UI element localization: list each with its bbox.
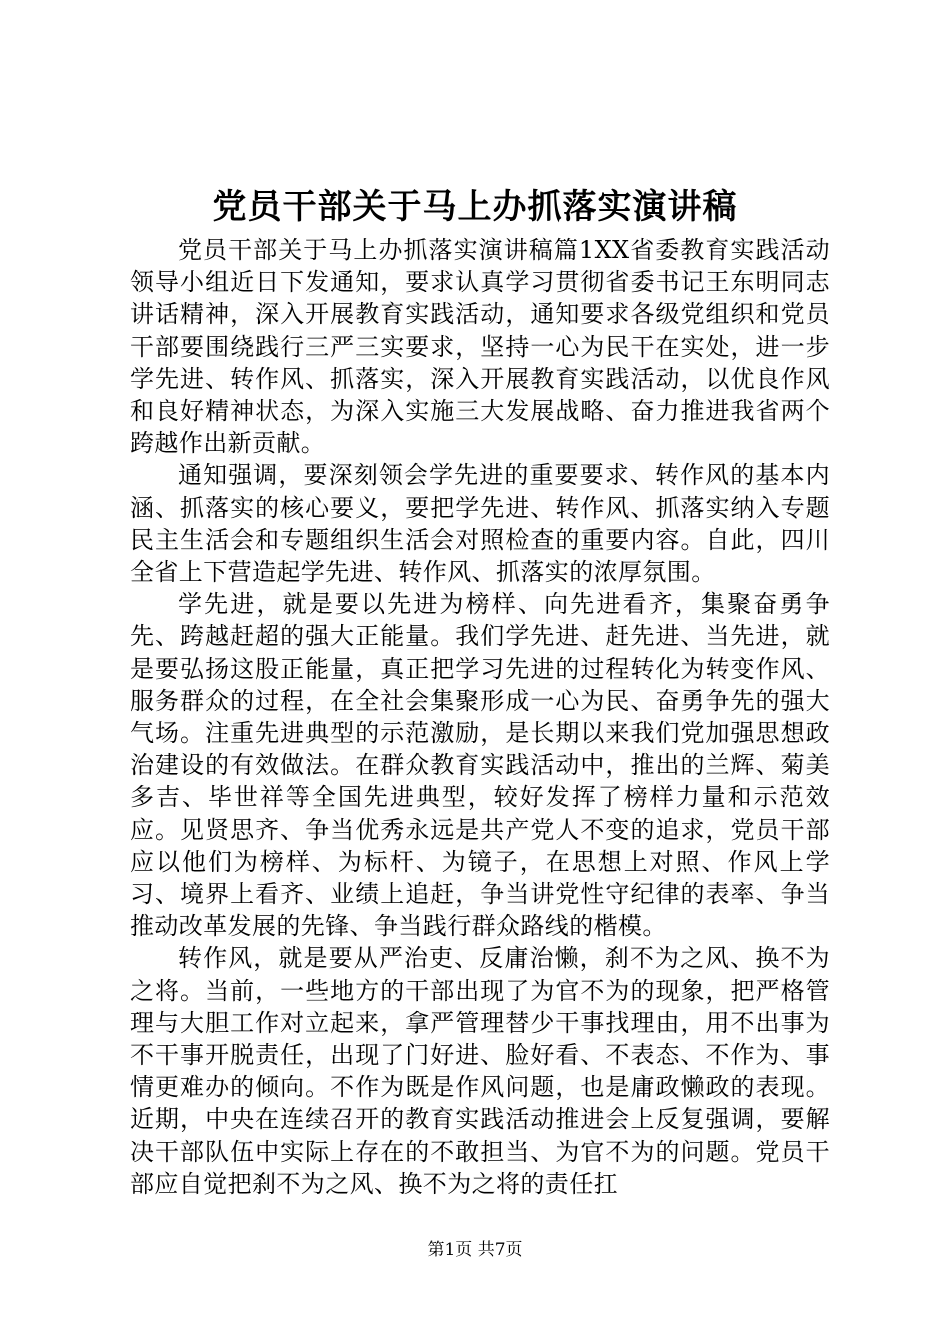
paragraph-3: 学先进，就是要以先进为榜样、向先进看齐，集聚奋勇争先、跨越赶超的强大正能量。我们学先进、赶先进、当先进，就是要弘扬这股正能量，真正把学习先进的过程转化为转变作风、服务群众的过程，在全社会集聚形成一心为民、奋勇争先的强大气场。注重先进典型的示范激励，是长期以来我们党加强思想政治建设的有效做法。在群众教育实践活动中，推出的兰辉、菊美多吉、毕世祥等全国先进典型，较好发挥了榜样力量和示范效应。见贤思齐、争当优秀永远是共产党人不变的追求，党员干部应以他们为榜样、为标杆、为镜子，在思想上对照、作风上学习、境界上看齐、业绩上追赶，争当讲党性守纪律的表率、争当推动改革发展的先锋、争当践行群众路线的楷模。 [130, 590, 830, 941]
document-title: 党员干部关于马上办抓落实演讲稿 [212, 187, 738, 227]
paragraph-4: 转作风，就是要从严治吏、反庸治懒，刹不为之风、换不为之将。当前，一些地方的干部出现了为官不为的现象，把严格管理与大胆工作对立起来，拿严管理替少干事找理由，用不出事为不干事开脱责任，出现了门好进、脸好看、不表态、不作为、事情更难办的倾向。不作为既是作风问题，也是庸政懒政的表现。近期，中央在连续召开的教育实践活动推进会上反复强调，要解决干部队伍中实际上存在的不敢担当、为官不为的问题。党员干部应自觉把刹不为之风、换不为之将的责任扛 [130, 944, 830, 1198]
paragraph-1: 党员干部关于马上办抓落实演讲稿篇1XX省委教育实践活动领导小组近日下发通知，要求认真学习贯彻省委书记王东明同志讲话精神，深入开展教育实践活动，通知要求各级党组织和党员干部要围绕践行三严三实要求，坚持一心为民干在实处，进一步学先进、转作风、抓落实，深入开展教育实践活动，以优良作风和良好精神状态，为深入实施三大发展战略、奋力推进我省两个跨越作出新贡献。 [130, 236, 830, 458]
page-number-footer: 第1页 共7页 [427, 1240, 523, 1260]
document-body [130, 234, 830, 1200]
paragraph-2: 通知强调，要深刻领会学先进的重要要求、转作风的基本内涵、抓落实的核心要义，要把学先进、转作风、抓落实纳入专题民主生活会和专题组织生活会对照检查的重要内容。自此，四川全省上下营造起学先进、转作风、抓落实的浓厚氛围。 [130, 461, 830, 587]
